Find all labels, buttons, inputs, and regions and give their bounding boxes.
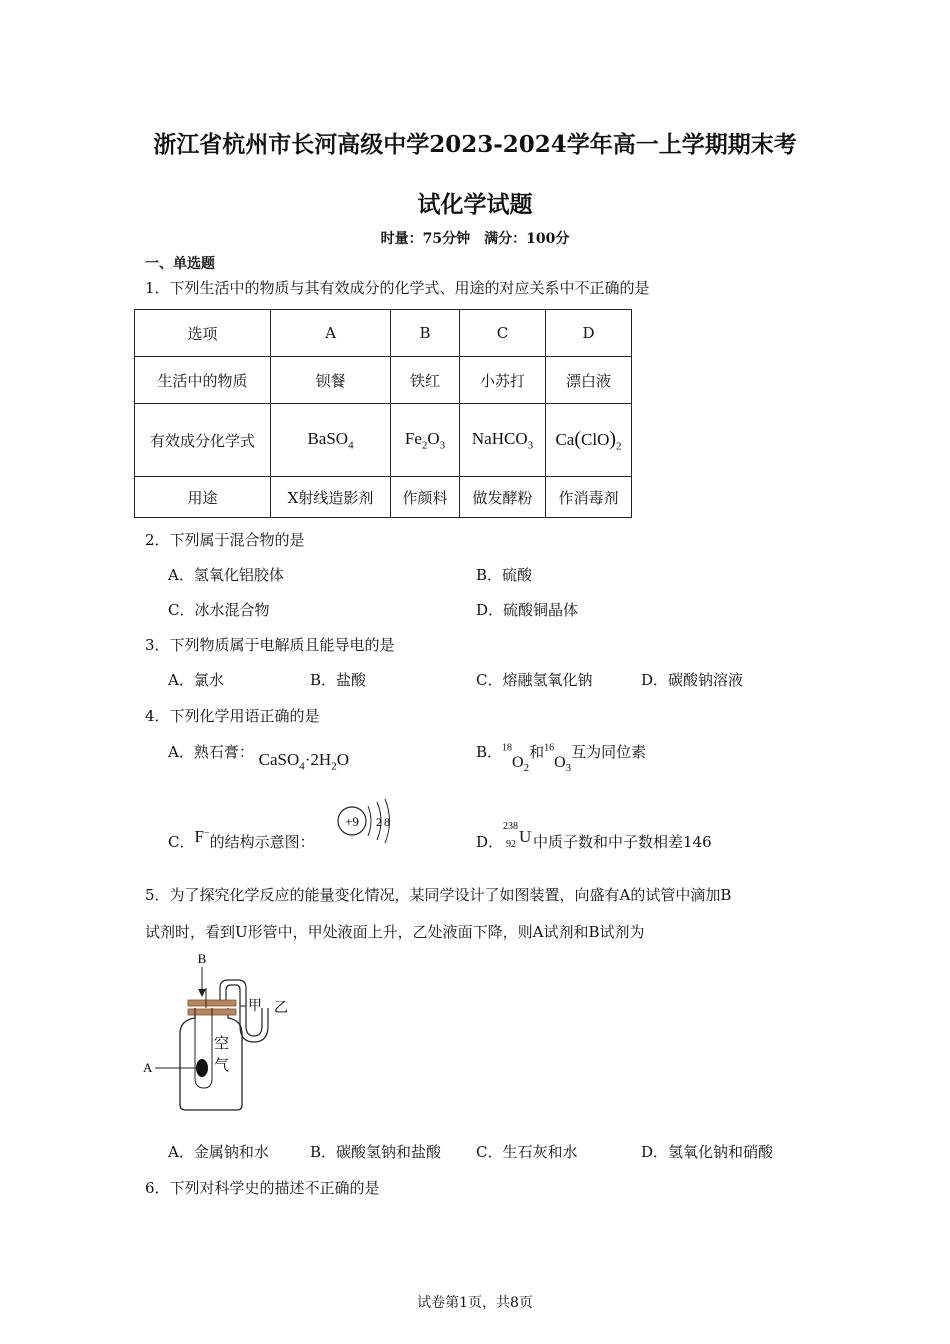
table-cell: 作颜料 (391, 477, 460, 518)
formula-nahco3: NaHCO$_3$ (460, 404, 546, 477)
formula-caso4-2h2o: $CaSO_4\cdot 2H_2O$ (258, 750, 349, 773)
label-yi: 乙 (274, 1000, 288, 1016)
table-row (135, 477, 632, 518)
label-a: A (143, 1060, 153, 1075)
option-d: D．氢氧化钠和硝酸 (641, 1143, 774, 1161)
section-heading: 一、单选题 (145, 256, 215, 272)
question-2-stem: 2．下列属于混合物的是 (145, 531, 305, 549)
option-c (168, 827, 315, 852)
question-6-stem: 6．下列对科学史的描述不正确的是 (145, 1179, 380, 1197)
isotope-o2: $^{18}O_2$ (502, 742, 530, 775)
label-b: B (197, 951, 207, 966)
option-d: D．碳酸钠溶液 (641, 671, 744, 689)
table-cell: D (546, 310, 632, 357)
exam-info: 时量：75分钟 满分：100分 (380, 231, 570, 247)
option-c: C．冰水混合物 (168, 601, 270, 619)
formula-fe2o3: $Fe_2O_3$ (391, 404, 460, 477)
label-qi: 气 (214, 1056, 230, 1074)
formula-ca-clo-2: $Ca(ClO)_2$ (546, 404, 632, 477)
option-a: A．氢氧化铝胶体 (168, 566, 284, 584)
isotope-o3: $^{16}O_3$ (544, 742, 572, 775)
table-cell: 选项 (135, 310, 271, 357)
option-b-and: 和 (529, 743, 545, 761)
formula-f-ion: F− (194, 827, 210, 846)
nucleus-charge: +9 (345, 814, 359, 829)
shell-1-electrons: 2 (376, 815, 382, 829)
option-c-label: C． (168, 833, 195, 851)
option-c: C．熔融氢氧化钠 (476, 671, 593, 689)
option-a-label: A．熟石膏： (168, 743, 254, 761)
table-cell: 做发酵粉 (460, 477, 546, 518)
question-3-stem: 3．下列物质属于电解质且能导电的是 (145, 636, 395, 654)
title-line-2: 试化学试题 (417, 191, 533, 218)
question-5-stem-line-1: 5．为了探究化学反应的能量变化情况，某同学设计了如图装置，向盛有A的试管中滴加B (145, 886, 732, 904)
table-row (135, 404, 632, 477)
shell-2-electrons: 8 (384, 815, 390, 829)
question-1-stem: 1．下列生活中的物质与其有效成分的化学式、用途的对应关系中不正确的是 (145, 279, 650, 297)
option-d: D．硫酸铜晶体 (476, 601, 579, 619)
option-c-text: 的结构示意图： (209, 833, 315, 851)
table-row (135, 310, 632, 357)
question-5-stem-line-2: 试剂时，看到U形管中，甲处液面上升，乙处液面下降，则A试剂和B试剂为 (145, 923, 645, 941)
table-cell: 生活中的物质 (135, 357, 271, 404)
option-c: C．生石灰和水 (476, 1143, 578, 1161)
table-cell: 有效成分化学式 (135, 404, 271, 477)
option-b-text: 互为同位素 (571, 743, 647, 761)
option-b: B．碳酸氢钠和盐酸 (310, 1143, 442, 1161)
option-b-label: B． (476, 743, 503, 761)
option-d-text: 中质子数和中子数相差146 (533, 833, 712, 851)
option-a: A．氯水 (168, 671, 224, 689)
table-cell: 铁红 (391, 357, 460, 404)
option-b: B．盐酸 (310, 671, 367, 689)
option-b (476, 741, 647, 775)
table-cell: 用途 (135, 477, 271, 518)
table-cell: A (271, 310, 391, 357)
page-footer: 试卷第1页，共8页 (417, 1295, 533, 1311)
table-cell: 钡餐 (271, 357, 391, 404)
formula-baso4: BaSO$_4$ (271, 404, 391, 477)
option-d-label: D． (476, 833, 504, 851)
option-a (168, 741, 349, 773)
question-1-table (134, 309, 632, 518)
option-b: B．硫酸 (476, 566, 533, 584)
table-cell: X射线造影剂 (271, 477, 391, 518)
table-row (135, 357, 632, 404)
question-4-stem: 4．下列化学用语正确的是 (145, 707, 320, 725)
table-cell: 作消毒剂 (546, 477, 632, 518)
label-kong: 空 (214, 1034, 230, 1052)
fluoride-ion-structure-diagram (330, 798, 400, 848)
label-jia: 甲 (248, 998, 262, 1014)
table-cell: B (391, 310, 460, 357)
option-d (476, 821, 712, 853)
table-cell: 小苏打 (460, 357, 546, 404)
apparatus-diagram (140, 948, 300, 1113)
table-cell: 漂白液 (546, 357, 632, 404)
isotope-u238: 238 92 U (503, 821, 532, 850)
option-a: A．金属钠和水 (168, 1143, 269, 1161)
table-cell: C (460, 310, 546, 357)
title-line-1: 浙江省杭州市长河高级中学2023-2024学年高一上学期期末考 (153, 131, 797, 158)
